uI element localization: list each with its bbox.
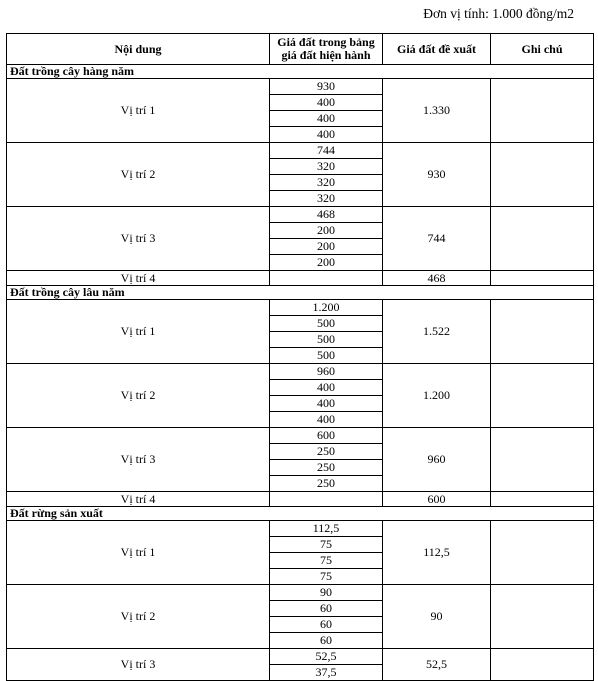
proposed-price: 112,5 xyxy=(383,521,491,585)
current-price-value: 400 xyxy=(317,127,335,141)
land-price-table xyxy=(6,33,594,681)
current-price-value: 200 xyxy=(317,255,335,269)
section-row xyxy=(7,507,594,521)
header-proposed-price: Giá đất đề xuất xyxy=(383,34,491,65)
current-price-value: 400 xyxy=(317,412,335,426)
current-price-value: 1.200 xyxy=(270,300,382,316)
table-row xyxy=(7,585,594,649)
current-price-value: 400 xyxy=(270,396,382,412)
header-current-line1: Giá đất trong bảng xyxy=(277,35,375,49)
current-price-value: 744 xyxy=(270,143,382,159)
current-price-value: 960 xyxy=(270,364,382,380)
current-price-value: 600 xyxy=(270,428,382,444)
current-price-value: 75 xyxy=(270,553,382,569)
current-price-value: 400 xyxy=(270,111,382,127)
note-cell xyxy=(491,271,594,286)
position-name: Vị trí 4 xyxy=(7,492,270,507)
position-name: Vị trí 1 xyxy=(7,521,270,585)
header-row xyxy=(7,34,594,65)
table-row xyxy=(7,364,594,428)
note-cell xyxy=(491,300,594,364)
note-cell xyxy=(491,207,594,271)
current-price-value: 250 xyxy=(317,476,335,490)
current-price-cell xyxy=(270,207,383,271)
current-price-value: 500 xyxy=(270,316,382,332)
current-price-cell xyxy=(270,585,383,649)
current-price-value: 90 xyxy=(270,585,382,601)
current-price-value: 112,5 xyxy=(270,521,382,537)
note-cell xyxy=(491,428,594,492)
header-content: Nội dung xyxy=(7,34,270,65)
note-cell xyxy=(491,143,594,207)
position-name: Vị trí 1 xyxy=(7,79,270,143)
table-row xyxy=(7,492,594,507)
current-price-value: 75 xyxy=(270,537,382,553)
current-price-value: 250 xyxy=(270,460,382,476)
current-price-value: 200 xyxy=(270,239,382,255)
current-price-cell xyxy=(270,143,383,207)
proposed-price: 960 xyxy=(383,428,491,492)
note-cell xyxy=(491,492,594,507)
current-price-value: 400 xyxy=(270,95,382,111)
position-name: Vị trí 2 xyxy=(7,585,270,649)
current-price-value: 37,5 xyxy=(315,665,337,679)
header-current-price xyxy=(270,34,383,65)
section-title: Đất rừng sản xuất xyxy=(7,507,594,521)
table-row xyxy=(7,521,594,585)
current-price-value: 500 xyxy=(317,348,335,362)
current-price-cell xyxy=(270,492,383,507)
note-cell xyxy=(491,521,594,585)
unit-label: Đơn vị tính: 1.000 đồng/m2 xyxy=(423,6,574,21)
current-price-value: 320 xyxy=(317,191,335,205)
note-cell xyxy=(491,585,594,649)
proposed-price: 90 xyxy=(383,585,491,649)
position-name: Vị trí 2 xyxy=(7,364,270,428)
proposed-price: 600 xyxy=(383,492,491,507)
position-name: Vị trí 1 xyxy=(7,300,270,364)
current-price-value: 250 xyxy=(270,444,382,460)
current-price-cell xyxy=(270,521,383,585)
current-price-value: 200 xyxy=(270,223,382,239)
proposed-price: 930 xyxy=(383,143,491,207)
current-price-value: 52,5 xyxy=(270,649,382,665)
section-title: Đất trồng cây lâu năm xyxy=(7,286,594,300)
proposed-price: 52,5 xyxy=(383,649,491,681)
proposed-price: 1.200 xyxy=(383,364,491,428)
proposed-price: 468 xyxy=(383,271,491,286)
current-price-value: 60 xyxy=(320,633,332,647)
current-price-value: 320 xyxy=(270,159,382,175)
proposed-price: 1.522 xyxy=(383,300,491,364)
section-title: Đất trồng cây hàng năm xyxy=(7,65,594,79)
current-price-value: 75 xyxy=(320,569,332,583)
current-price-cell xyxy=(270,79,383,143)
current-price-cell xyxy=(270,428,383,492)
current-price-value: 60 xyxy=(270,617,382,633)
position-name: Vị trí 3 xyxy=(7,428,270,492)
proposed-price: 1.330 xyxy=(383,79,491,143)
section-row xyxy=(7,286,594,300)
table-row xyxy=(7,207,594,271)
current-price-value: 400 xyxy=(270,380,382,396)
proposed-price: 744 xyxy=(383,207,491,271)
current-price-cell xyxy=(270,271,383,286)
current-price-cell xyxy=(270,364,383,428)
position-name: Vị trí 4 xyxy=(7,271,270,286)
current-price-value: 500 xyxy=(270,332,382,348)
current-price-value: 930 xyxy=(270,79,382,95)
table-body xyxy=(7,65,594,681)
table-row xyxy=(7,428,594,492)
section-row xyxy=(7,65,594,79)
table-row xyxy=(7,271,594,286)
note-cell xyxy=(491,364,594,428)
current-price-cell xyxy=(270,300,383,364)
table-row xyxy=(7,79,594,143)
position-name: Vị trí 2 xyxy=(7,143,270,207)
note-cell xyxy=(491,79,594,143)
current-price-value: 60 xyxy=(270,601,382,617)
current-price-value: 468 xyxy=(270,207,382,223)
position-name: Vị trí 3 xyxy=(7,207,270,271)
table-row xyxy=(7,143,594,207)
current-price-value: 320 xyxy=(270,175,382,191)
table-row xyxy=(7,300,594,364)
header-note: Ghi chú xyxy=(491,34,594,65)
position-name: Vị trí 3 xyxy=(7,649,270,681)
header-current-line2: giá đất hiện hành xyxy=(281,48,371,62)
